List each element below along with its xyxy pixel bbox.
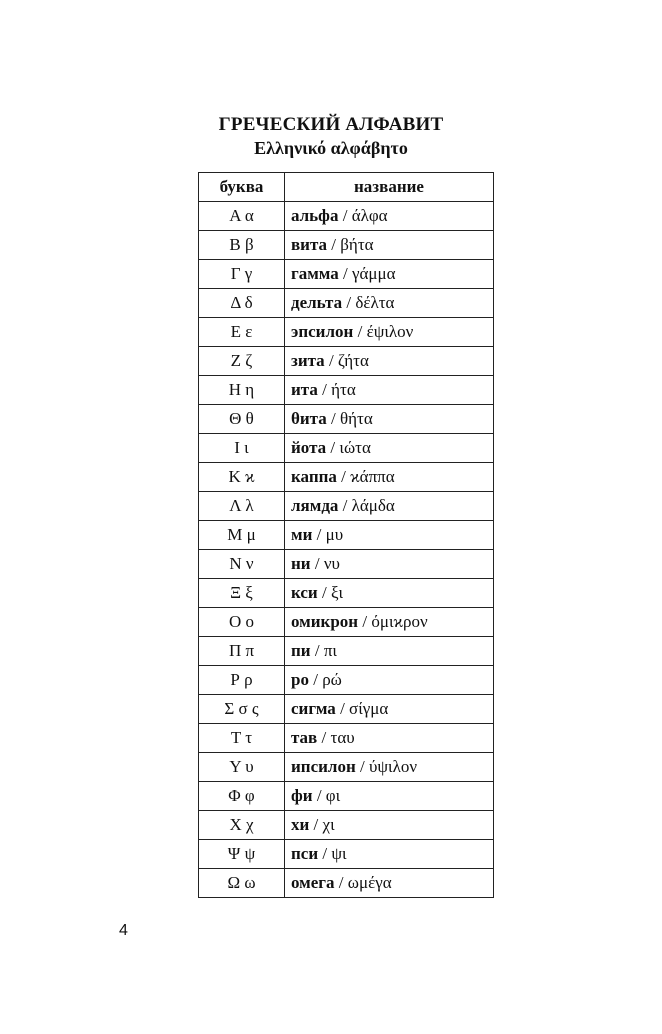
name-cell: [285, 811, 494, 840]
table-row: [199, 840, 494, 869]
table-row: [199, 405, 494, 434]
name-separator: /: [334, 873, 348, 892]
greek-name: ξι: [330, 583, 344, 602]
russian-name: ни: [291, 554, 311, 573]
name-cell: [285, 202, 494, 231]
russian-name: ипсилон: [291, 757, 356, 776]
table-row: [199, 260, 494, 289]
russian-name: омикрон: [291, 612, 359, 631]
greek-name: φι: [325, 786, 341, 805]
letter-cell: Π π: [199, 637, 285, 666]
greek-name: ρώ: [322, 670, 342, 689]
table-row: [199, 376, 494, 405]
column-header-name: название: [285, 173, 494, 202]
greek-name: γάμμα: [352, 264, 396, 283]
name-cell: [285, 260, 494, 289]
greek-name: βήτα: [340, 235, 374, 254]
greek-name: ψι: [331, 844, 347, 863]
letter-cell: Υ υ: [199, 753, 285, 782]
russian-name: фи: [291, 786, 313, 805]
name-cell: [285, 231, 494, 260]
letter-cell: Ξ ξ: [199, 579, 285, 608]
russian-name: йота: [291, 438, 327, 457]
table-row: [199, 289, 494, 318]
greek-name: δέλτα: [355, 293, 395, 312]
letter-cell: Θ θ: [199, 405, 285, 434]
table-row: [199, 550, 494, 579]
russian-name: дельта: [291, 293, 343, 312]
table-row: [199, 782, 494, 811]
name-separator: /: [312, 525, 326, 544]
name-separator: /: [326, 409, 340, 428]
name-cell: [285, 550, 494, 579]
name-cell: [285, 434, 494, 463]
letter-cell: Κ ϰ: [199, 463, 285, 492]
russian-name: сигма: [291, 699, 336, 718]
letter-cell: Γ γ: [199, 260, 285, 289]
greek-name: άλφα: [351, 206, 388, 225]
name-cell: [285, 608, 494, 637]
russian-name: эпсилон: [291, 322, 354, 341]
russian-name: пси: [291, 844, 319, 863]
table-row: [199, 463, 494, 492]
name-separator: /: [310, 641, 324, 660]
name-cell: [285, 753, 494, 782]
page-number: 4: [119, 922, 128, 939]
name-separator: /: [308, 670, 323, 689]
greek-name: έψιλον: [366, 322, 414, 341]
name-cell: [285, 463, 494, 492]
name-cell: [285, 637, 494, 666]
greek-name: ταυ: [330, 728, 355, 747]
table-row: [199, 811, 494, 840]
table-row: [199, 579, 494, 608]
letter-cell: Ρ ρ: [199, 666, 285, 695]
letter-cell: Τ τ: [199, 724, 285, 753]
table-row: [199, 724, 494, 753]
letter-cell: Α α: [199, 202, 285, 231]
russian-name: хи: [291, 815, 310, 834]
page-title: ГРЕЧЕСКИЙ АЛФАВИТ: [218, 114, 444, 135]
letter-cell: Η η: [199, 376, 285, 405]
table-body: [199, 202, 494, 898]
name-cell: [285, 376, 494, 405]
name-separator: /: [327, 235, 341, 254]
greek-name: χι: [322, 815, 335, 834]
name-separator: /: [338, 264, 352, 283]
russian-name: омега: [291, 873, 335, 892]
table-row: [199, 521, 494, 550]
letter-cell: Μ μ: [199, 521, 285, 550]
name-separator: /: [312, 786, 326, 805]
name-cell: [285, 405, 494, 434]
name-cell: [285, 869, 494, 898]
russian-name: ита: [291, 380, 318, 399]
table-header-row: [199, 173, 494, 202]
table-row: [199, 318, 494, 347]
russian-name: кси: [291, 583, 318, 602]
name-cell: [285, 521, 494, 550]
name-separator: /: [310, 554, 324, 573]
name-separator: /: [318, 844, 332, 863]
name-separator: /: [342, 293, 356, 312]
greek-name: λάμδα: [351, 496, 395, 515]
russian-name: ро: [291, 670, 309, 689]
name-separator: /: [335, 699, 350, 718]
letter-cell: Δ δ: [199, 289, 285, 318]
letter-cell: Ν ν: [199, 550, 285, 579]
letter-cell: Ζ ζ: [199, 347, 285, 376]
greek-name: μυ: [325, 525, 344, 544]
greek-name: θήτα: [339, 409, 373, 428]
russian-name: зита: [291, 351, 325, 370]
letter-cell: Ι ι: [199, 434, 285, 463]
table-row: [199, 492, 494, 521]
name-separator: /: [326, 438, 340, 457]
name-cell: [285, 492, 494, 521]
greek-name: ϰάππα: [350, 467, 395, 486]
greek-name: ήτα: [331, 380, 356, 399]
russian-name: ми: [291, 525, 313, 544]
russian-name: гамма: [291, 264, 339, 283]
name-separator: /: [324, 351, 338, 370]
name-separator: /: [317, 583, 331, 602]
russian-name: тав: [291, 728, 318, 747]
letter-cell: Β β: [199, 231, 285, 260]
greek-name: πι: [323, 641, 337, 660]
name-separator: /: [338, 206, 352, 225]
russian-name: каппа: [291, 467, 337, 486]
table-row: [199, 637, 494, 666]
name-cell: [285, 318, 494, 347]
page-subtitle: Ελληνικό αλφάβητο: [254, 138, 408, 158]
letter-cell: Ψ ψ: [199, 840, 285, 869]
table-row: [199, 753, 494, 782]
name-cell: [285, 840, 494, 869]
greek-name: ιώτα: [339, 438, 371, 457]
russian-name: вита: [291, 235, 328, 254]
table-row: [199, 202, 494, 231]
greek-name: ωμέγα: [347, 873, 392, 892]
name-cell: [285, 782, 494, 811]
column-header-letter: буква: [199, 173, 285, 202]
table-row: [199, 347, 494, 376]
name-separator: /: [317, 728, 331, 747]
name-cell: [285, 347, 494, 376]
name-cell: [285, 724, 494, 753]
letter-cell: Ε ε: [199, 318, 285, 347]
name-separator: /: [317, 380, 332, 399]
name-separator: /: [309, 815, 323, 834]
greek-name: ύψιλον: [369, 757, 418, 776]
table-row: [199, 608, 494, 637]
letter-cell: Ω ω: [199, 869, 285, 898]
greek-name: σίγμα: [349, 699, 389, 718]
letter-cell: Σ σ ς: [199, 695, 285, 724]
name-cell: [285, 666, 494, 695]
name-separator: /: [336, 467, 351, 486]
letter-cell: Λ λ: [199, 492, 285, 521]
name-separator: /: [358, 612, 372, 631]
name-cell: [285, 289, 494, 318]
russian-name: пи: [291, 641, 311, 660]
table-row: [199, 231, 494, 260]
name-cell: [285, 579, 494, 608]
table-row: [199, 434, 494, 463]
russian-name: θита: [291, 409, 327, 428]
letter-cell: Χ χ: [199, 811, 285, 840]
letter-cell: Ο ο: [199, 608, 285, 637]
letter-cell: Φ φ: [199, 782, 285, 811]
name-cell: [285, 695, 494, 724]
greek-name: όμιϰρον: [371, 612, 428, 631]
table-row: [199, 666, 494, 695]
name-separator: /: [355, 757, 369, 776]
table-row: [199, 869, 494, 898]
greek-alphabet-table: [198, 172, 494, 898]
russian-name: альфа: [291, 206, 339, 225]
name-separator: /: [353, 322, 367, 341]
name-separator: /: [338, 496, 352, 515]
table-row: [199, 695, 494, 724]
greek-name: ζήτα: [337, 351, 369, 370]
russian-name: лямда: [291, 496, 339, 515]
greek-name: νυ: [323, 554, 340, 573]
